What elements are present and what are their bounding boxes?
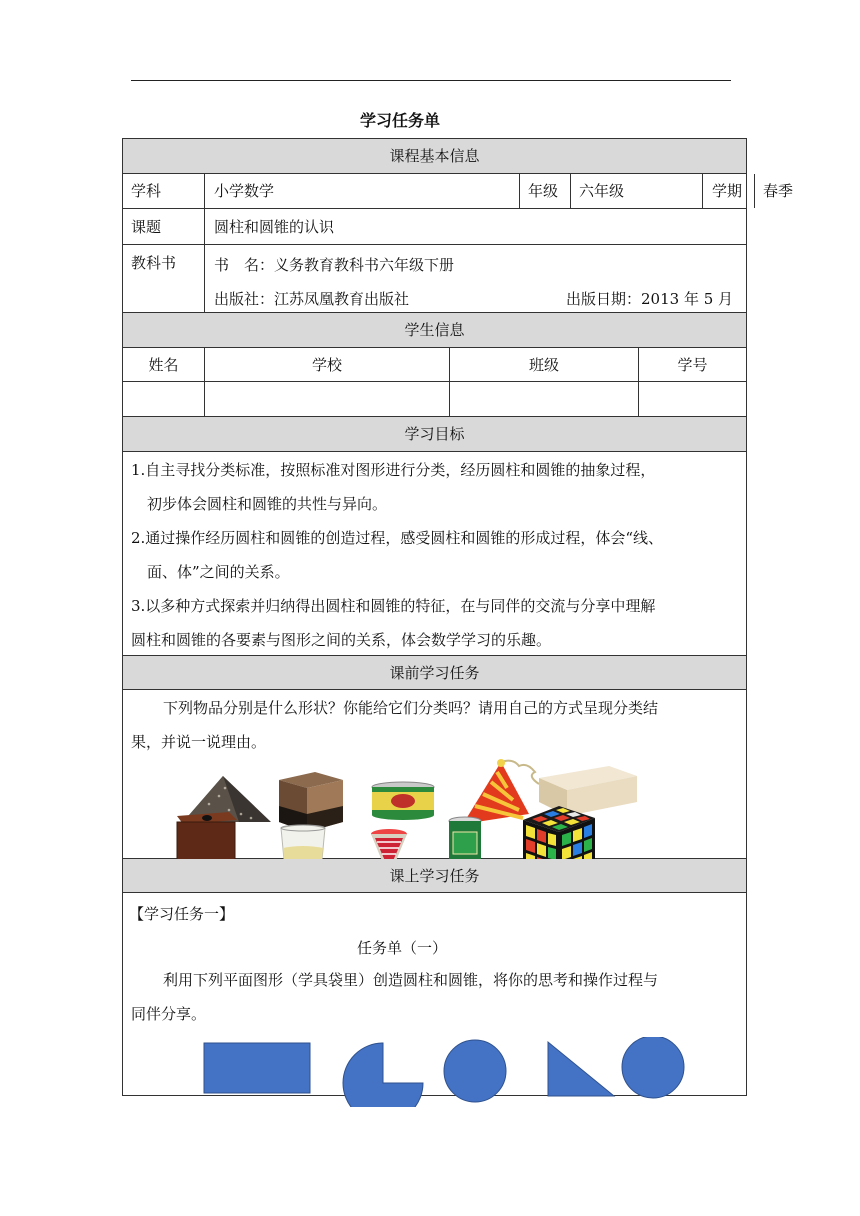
rectangle-shape[interactable] <box>204 1043 310 1093</box>
name-field[interactable] <box>123 382 205 416</box>
topic-row <box>123 209 746 245</box>
student-info-blank-row <box>123 382 746 417</box>
book-name: 书 名：义务教育教科书六年级下册 <box>214 256 455 274</box>
document-title: 学习任务单 <box>359 111 440 130</box>
subject-row <box>123 174 794 209</box>
task-label: 【学习任务一】 <box>129 905 235 923</box>
class-field[interactable] <box>450 382 639 416</box>
circle-shape-1[interactable] <box>444 1040 506 1102</box>
sector-shape[interactable] <box>343 1043 423 1107</box>
column-class: 班级 <box>450 348 639 381</box>
publish-date: 出版日期：2013 年 5 月 <box>566 290 734 308</box>
subject-label: 学科 <box>123 174 205 208</box>
task-sheet-title: 任务单（一） <box>357 939 448 957</box>
grade-value: 六年级 <box>571 174 703 208</box>
school-field[interactable] <box>205 382 450 416</box>
textbook-row <box>123 245 746 313</box>
goal-2-line-2: 面、体”之间的关系。 <box>147 563 290 581</box>
top-rule <box>131 80 731 81</box>
goal-3-line-1: 3.以多种方式探索并归纳得出圆柱和圆锥的特征，在与同伴的交流与分享中理解 <box>131 597 656 615</box>
student-info-header: 学生信息 <box>123 313 746 348</box>
pre-class-body <box>123 690 746 859</box>
goal-2-line-1: 2.通过操作经历圆柱和圆锥的创造过程，感受圆柱和圆锥的形成过程，体会“线、 <box>131 529 663 547</box>
goals-header: 学习目标 <box>123 417 746 452</box>
term-value: 春季 <box>763 182 794 200</box>
pre-class-line-2: 果，并说一说理由。 <box>131 733 267 751</box>
topic-label: 课题 <box>123 209 205 244</box>
plane-shapes <box>201 1037 741 1107</box>
tin-can-image <box>369 780 437 822</box>
column-student-id: 学号 <box>677 356 708 374</box>
in-class-line-1: 利用下列平面图形（学具袋里）创造圆柱和圆锥，将你的思考和操作过程与 <box>163 971 659 989</box>
right-triangle-shape[interactable] <box>548 1042 614 1096</box>
goal-1-line-2: 初步体会圆柱和圆锥的共性与异向。 <box>147 495 388 513</box>
student-info-columns <box>123 348 746 382</box>
in-class-header: 课上学习任务 <box>123 859 746 893</box>
column-school: 学校 <box>205 348 450 381</box>
grade-label: 年级 <box>520 174 571 208</box>
textbook-label: 教科书 <box>123 245 205 312</box>
term-label: 学期 <box>703 174 755 208</box>
in-class-line-2: 同伴分享。 <box>131 1005 207 1023</box>
goal-1-line-1: 1.自主寻找分类标准，按照标准对图形进行分类，经历圆柱和圆锥的抽象过程， <box>131 461 656 479</box>
circle-shape-2[interactable] <box>622 1037 684 1098</box>
subject-value: 小学数学 <box>205 174 520 208</box>
column-name: 姓名 <box>123 348 205 381</box>
topic-value: 圆柱和圆锥的认识 <box>214 218 335 236</box>
publisher: 出版社：江苏凤凰教育出版社 <box>214 290 410 308</box>
in-class-body <box>123 893 746 1095</box>
pre-class-line-1: 下列物品分别是什么形状？你能给它们分类吗？请用自己的方式呈现分类结 <box>163 699 659 717</box>
goals-body <box>123 452 746 656</box>
goal-3-line-2: 圆柱和圆锥的各要素与图形之间的关系，体会数学学习的乐趣。 <box>131 631 552 649</box>
pre-class-header: 课前学习任务 <box>123 656 746 690</box>
task-table <box>122 138 794 1096</box>
basic-info-header: 课程基本信息 <box>123 139 746 174</box>
